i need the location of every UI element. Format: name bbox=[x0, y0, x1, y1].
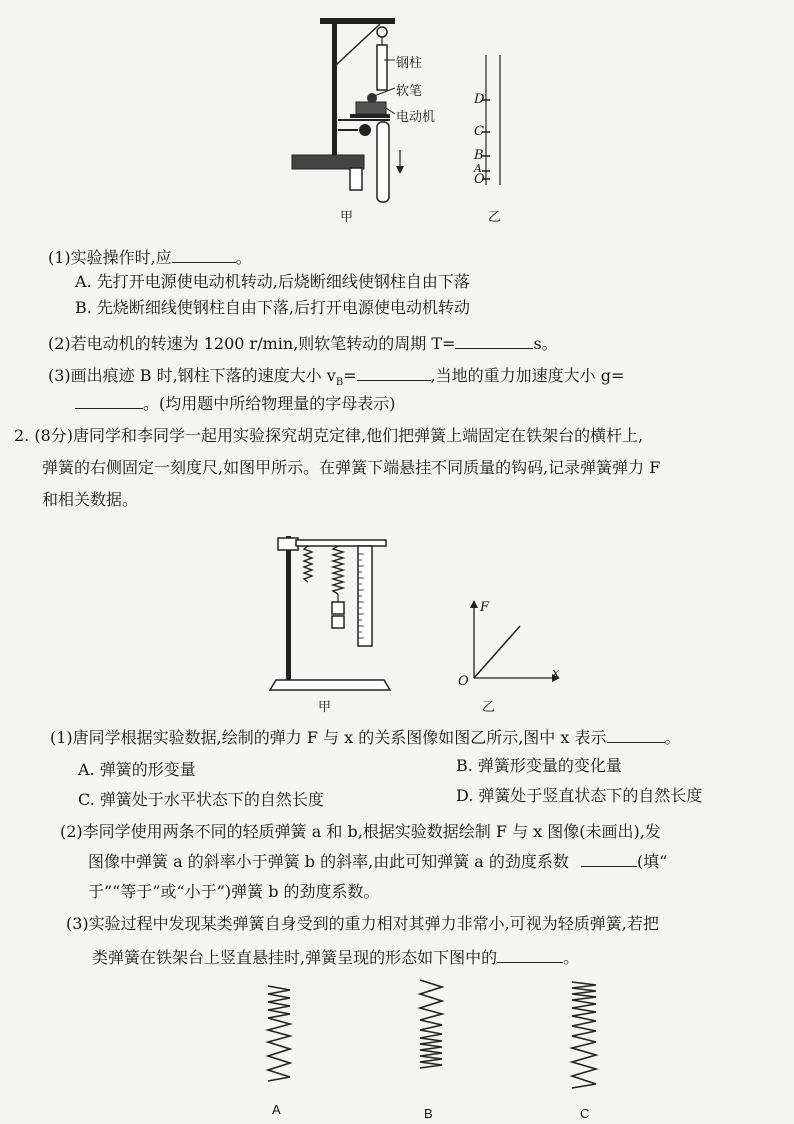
q2-part2-line3: 于”“等于”或“小于”)弹簧 b 的劲度系数。 bbox=[88, 882, 380, 901]
spring-label-c: C bbox=[580, 1106, 590, 1121]
graph-origin-label: O bbox=[458, 674, 469, 689]
trace-mark-o: O bbox=[474, 172, 485, 187]
spring-option-b bbox=[414, 976, 448, 1096]
q1-part2-text: (2)若电动机的转速为 1200 r/min,则软笔转动的周期 T= bbox=[48, 334, 456, 353]
q2-part1-text: (1)唐同学根据实验数据,绘制的弹力 F 与 x 的关系图像如图乙所示,图中 x 表示 bbox=[50, 728, 607, 747]
q1-part3-mid: = bbox=[343, 366, 357, 385]
graph-axis-f-label: F bbox=[480, 600, 490, 615]
q2-part2-line1: (2)李同学使用两条不同的轻质弹簧 a 和 b,根据实验数据绘制 F 与 x 图像(未画出),发 bbox=[60, 822, 661, 841]
q2-intro-line1: 2. (8分)唐同学和李同学一起用实验探究胡克定律,他们把弹簧上端固定在铁架台的横杆上, bbox=[14, 426, 644, 445]
q2-option-c: C. 弹簧处于水平状态下的自然长度 bbox=[78, 790, 324, 809]
spring-label-b: B bbox=[424, 1106, 433, 1121]
q1-part1 bbox=[48, 244, 252, 270]
q1-part1-text: (1)实验操作时,应 bbox=[48, 248, 172, 267]
figure-1-caption-yi: 乙 bbox=[488, 210, 502, 225]
q2-part2-line2-tail: (填“ bbox=[636, 852, 668, 871]
q1-option-b: B. 先烧断细线使钢柱自由下落,后打开电源使电动机转动 bbox=[75, 298, 471, 317]
q1-part3-tail: ,当地的重力加速度大小 g= bbox=[430, 366, 625, 385]
q2-part2-line2 bbox=[88, 848, 667, 874]
spring-option-c bbox=[566, 978, 602, 1096]
figure-2-iron-stand bbox=[266, 530, 396, 698]
q1-part3-blank-vb[interactable] bbox=[357, 362, 431, 381]
trace-mark-c: C bbox=[474, 124, 484, 139]
q2-part3-line2-text: 类弹簧在铁架台上竖直悬挂时,弹簧呈现的形态如下图中的 bbox=[92, 948, 498, 967]
q1-part2-end: s。 bbox=[533, 334, 558, 353]
q1-part3-line2 bbox=[75, 390, 396, 416]
figure-2-fx-graph bbox=[456, 600, 566, 690]
q2-part1-blank[interactable] bbox=[607, 724, 665, 743]
figure-2-caption-jia: 甲 bbox=[318, 700, 332, 715]
q2-part3-line1: (3)实验过程中发现某类弹簧自身受到的重力相对其弹力非常小,可视为轻质弹簧,若把 bbox=[66, 914, 659, 933]
q2-option-d: D. 弹簧处于竖直状态下的自然长度 bbox=[456, 786, 703, 805]
q2-part3-end: 。 bbox=[563, 948, 580, 967]
q1-part3-line2-text: 。(均用题中所给物理量的字母表示) bbox=[143, 394, 396, 413]
figure-2-caption-yi: 乙 bbox=[482, 700, 496, 715]
q2-part1-end: 。 bbox=[664, 728, 681, 747]
q2-part3-line2 bbox=[92, 944, 579, 970]
q1-part3-text: (3)画出痕迹 B 时,钢柱下落的速度大小 v bbox=[48, 366, 336, 385]
label-motor: 电动机 bbox=[396, 110, 436, 125]
figure-1-caption-jia: 甲 bbox=[340, 210, 354, 225]
q1-part3-blank-g[interactable] bbox=[75, 390, 143, 409]
spring-option-a bbox=[264, 982, 294, 1092]
q1-option-a: A. 先打开电源使电动机转动,后烧断细线使钢柱自由下落 bbox=[75, 272, 470, 291]
q2-intro-line3: 和相关数据。 bbox=[42, 490, 139, 509]
q2-part2-blank[interactable] bbox=[581, 848, 637, 867]
trace-mark-a: A bbox=[474, 162, 482, 175]
label-steel-column: 钢柱 bbox=[396, 56, 423, 71]
trace-mark-d: D bbox=[474, 92, 485, 107]
spring-label-a: A bbox=[272, 1102, 281, 1117]
q2-option-a: A. 弹簧的形变量 bbox=[78, 760, 196, 779]
q1-part3-sub: B bbox=[335, 377, 344, 389]
q1-part1-blank[interactable] bbox=[172, 244, 236, 263]
q2-part2-line2-text: 图像中弹簧 a 的斜率小于弹簧 b 的斜率,由此可知弹簧 a 的劲度系数 bbox=[88, 852, 569, 871]
q1-part1-end: 。 bbox=[235, 248, 252, 267]
q1-part2-blank[interactable] bbox=[455, 330, 533, 349]
trace-mark-b: B bbox=[474, 148, 484, 163]
q2-part3-blank[interactable] bbox=[497, 944, 563, 963]
graph-axis-x-label: x bbox=[552, 666, 560, 681]
q2-option-b: B. 弹簧形变量的变化量 bbox=[456, 756, 622, 775]
q1-part2 bbox=[48, 330, 558, 356]
q2-part1 bbox=[50, 724, 681, 750]
q2-intro-line2: 弹簧的右侧固定一刻度尺,如图甲所示。在弹簧下端悬挂不同质量的钩码,记录弹簧弹力 F bbox=[42, 458, 661, 477]
label-soft-pen: 软笔 bbox=[396, 84, 423, 99]
